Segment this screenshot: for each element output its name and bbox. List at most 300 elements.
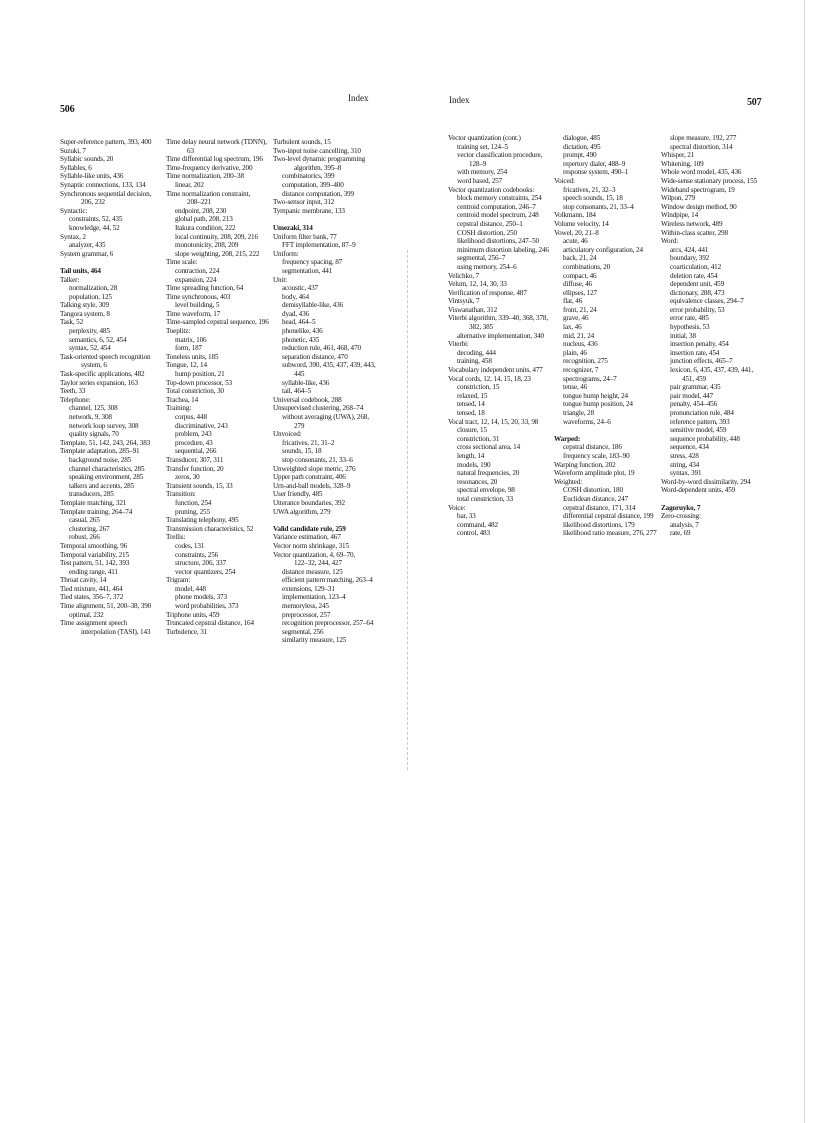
index-subentry: pair grammar, 435	[670, 383, 721, 392]
index-subentry: algorithm, 395–8	[294, 163, 342, 172]
index-subentry: channel, 125, 308	[69, 404, 118, 413]
index-subentry: speech sounds, 15, 18	[563, 194, 623, 203]
index-subentry: decoding, 444	[457, 348, 496, 357]
index-heading: Vocabulary independent units, 477	[448, 366, 543, 375]
index-heading: UWA algorithm, 279	[273, 507, 331, 516]
index-heading: Transition:	[166, 490, 196, 499]
index-subentry: COSH distortion, 180	[563, 486, 623, 495]
index-subentry: stop consonants, 21, 33–6	[282, 455, 353, 464]
index-subentry: sensitive model, 459	[670, 426, 727, 435]
index-heading: Transfer function, 20	[166, 464, 224, 473]
index-subentry: models, 190	[457, 460, 491, 469]
index-heading: Wilpon, 279	[661, 194, 695, 203]
index-subentry: sounds, 15, 18	[282, 447, 322, 456]
index-heading: Trachea, 14	[166, 395, 199, 404]
index-subentry: recognition preprocessor, 257–64	[282, 619, 374, 628]
index-heading: Two-input noise cancelling, 310	[273, 146, 361, 155]
index-subentry: insertion penalty, 454	[670, 340, 729, 349]
index-subentry: matrix, 106	[175, 335, 207, 344]
index-heading: Tied mixture, 441, 464	[60, 584, 123, 593]
index-subentry: 208–221	[187, 198, 212, 207]
index-subentry: acute, 46	[563, 237, 588, 246]
index-subentry: repertory dialer, 488–9	[563, 159, 626, 168]
index-subentry: fricatives, 21, 31–2	[282, 438, 335, 447]
index-subentry: semantics, 6, 52, 454	[69, 335, 127, 344]
index-heading: Time synchronous, 403	[166, 292, 231, 301]
index-heading: Translating telephony, 495	[166, 516, 239, 525]
index-subentry: sequential, 266	[175, 447, 217, 456]
index-heading: Voice:	[448, 503, 466, 512]
index-heading: Vector quantization codebooks:	[448, 185, 535, 194]
index-subentry: nucleus, 436	[563, 340, 598, 349]
index-subentry: grave, 46	[563, 314, 589, 323]
index-subentry: tongue hump height, 24	[563, 391, 628, 400]
index-subentry: spectrograms, 24–7	[563, 374, 617, 383]
index-subentry: Euclidean distance, 247	[563, 494, 629, 503]
index-subentry: compact, 46	[563, 271, 597, 280]
index-subentry: likelihood ratio measure, 276, 277	[563, 529, 657, 538]
index-subentry: phone models, 373	[175, 593, 227, 602]
index-subentry: function, 254	[175, 498, 212, 507]
index-heading: Time differential log spectrum, 196	[166, 155, 263, 164]
index-subentry: word probabilities, 373	[175, 602, 239, 611]
index-subentry: body, 464	[282, 292, 309, 301]
index-heading: Whisper, 21	[661, 151, 695, 160]
index-subentry: network, 9, 308	[69, 413, 112, 421]
index-subentry: without averaging (UWA), 268,	[282, 413, 369, 421]
index-heading: Tail units, 464	[60, 266, 101, 275]
index-heading: Wideband spectrogram, 19	[661, 185, 735, 194]
index-subentry: 63	[187, 146, 194, 155]
index-subentry: with memory, 254	[457, 168, 508, 177]
index-heading: Word:	[661, 237, 679, 246]
index-heading: Unvoiced:	[273, 430, 302, 439]
index-heading: Task-specific applications, 482	[60, 370, 145, 379]
index-subentry: syntax, 52, 454	[69, 344, 111, 353]
index-subentry: dialogue, 485	[563, 134, 601, 142]
index-subentry: optimal, 232	[69, 610, 104, 619]
index-subentry: diffuse, 46	[563, 280, 592, 289]
index-subentry: likelihood distortions, 247–50	[457, 237, 539, 246]
index-heading: Training:	[166, 404, 192, 413]
index-heading: Time normalization, 200–38	[166, 172, 244, 181]
index-subentry: channel characteristics, 285	[69, 464, 145, 473]
index-heading: Time assignment speech	[60, 619, 128, 628]
index-subentry: using memory, 254–6	[457, 262, 517, 271]
index-subentry: robust, 266	[69, 533, 100, 542]
index-subentry: centroid computation, 246–7	[457, 202, 536, 211]
index-subentry: bar, 33	[457, 512, 476, 521]
index-heading: Template adaptation, 285–91	[60, 447, 140, 456]
index-heading: Two-sensor input, 312	[273, 198, 335, 207]
index-subentry: tongue hump position, 24	[563, 400, 633, 409]
index-heading: Transmission characteristics, 52	[166, 524, 254, 533]
scan-edge-line	[804, 0, 805, 1123]
index-heading: Toeplitz:	[166, 327, 191, 336]
index-heading: Synchronous sequential decision,	[60, 189, 152, 198]
index-subentry: error probability, 53	[670, 305, 725, 314]
index-subentry: minimum distortion labeling, 246	[457, 245, 549, 254]
index-subentry: level building, 5	[175, 301, 220, 310]
index-heading: Time normalization constraint,	[166, 189, 251, 198]
index-subentry: dictionary, 288, 473	[670, 288, 725, 297]
index-subentry: preprocessor, 257	[282, 610, 331, 619]
page-number-506: 506	[60, 104, 75, 115]
index-subentry: implementation, 123–4	[282, 593, 346, 602]
index-subentry: relaxed, 15	[457, 391, 488, 400]
index-heading: Unit:	[273, 275, 288, 284]
index-subentry: constraints, 52, 435	[69, 215, 123, 224]
index-heading: Whitening, 109	[661, 159, 704, 168]
index-subentry: slope weighting, 208, 215, 222	[175, 249, 260, 258]
index-subentry: control, 483	[457, 529, 490, 538]
index-subentry: pruning, 255	[175, 507, 210, 516]
index-subentry: structure, 206, 337	[175, 559, 227, 568]
index-heading: Turbulent sounds, 15	[273, 138, 331, 146]
index-subentry: back, 21, 24	[563, 254, 597, 263]
index-subentry: lax, 46	[563, 323, 582, 332]
index-heading: Test pattern, 51, 142, 393	[60, 559, 130, 568]
index-subentry: linear, 202	[175, 180, 204, 189]
index-subentry: cepstral distance, 171, 314	[563, 503, 636, 512]
index-heading: Viterbi:	[448, 340, 469, 349]
index-subentry: spectral envelope, 98	[457, 486, 515, 495]
index-subentry: computation, 399–400	[282, 180, 344, 189]
index-subentry: cepstral distance, 250–1	[457, 219, 523, 228]
index-subentry: subword, 390, 435, 437, 439, 443,	[282, 361, 376, 370]
index-heading: Time delay neural network (TDNN),	[166, 138, 267, 146]
index-subentry: resonances, 20	[457, 477, 498, 486]
index-heading: Syntactic:	[60, 206, 88, 215]
index-subentry: vector classification procedure,	[457, 151, 543, 160]
index-subentry: stress, 428	[670, 451, 699, 460]
index-heading: Uniform:	[273, 249, 299, 258]
index-subentry: frequency scale, 183–90	[563, 451, 630, 460]
index-subentry: articulatory configuration, 24	[563, 245, 643, 254]
index-subentry: ending range, 411	[69, 567, 118, 576]
index-subentry: sequence probability, 448	[670, 434, 740, 443]
index-subentry: stop consonants, 21, 33–4	[563, 202, 634, 211]
index-subentry: contraction, 224	[175, 266, 220, 275]
index-heading: Talker:	[60, 275, 80, 284]
index-subentry: ellipses, 127	[563, 288, 597, 297]
index-subentry: centroid model spectrum, 248	[457, 211, 539, 220]
index-heading: Zero-crossing:	[661, 512, 701, 521]
index-subentry: analysis, 7	[670, 520, 699, 529]
index-heading: Weighted:	[554, 477, 583, 486]
index-subentry: fricatives, 21, 32–3	[563, 185, 616, 194]
index-heading: Volkmann, 184	[554, 211, 596, 220]
index-heading: Viterbi algorithm, 339–40, 368, 378,	[448, 314, 548, 323]
index-subentry: distance measure, 125	[282, 567, 343, 576]
index-subentry: similarity measure, 125	[282, 636, 347, 645]
index-heading: Two-level dynamic programming	[273, 155, 366, 164]
index-subentry: sequence, 434	[670, 443, 709, 452]
index-subentry: transducers, 285	[69, 490, 114, 499]
index-heading: Task-oriented speech recognition	[60, 352, 151, 361]
index-heading: Template, 51, 142, 243, 264, 383	[60, 438, 151, 447]
index-subentry: natural frequencies, 20	[457, 469, 520, 478]
index-heading: Universal codebook, 288	[273, 395, 342, 404]
index-subentry: acoustic, 437	[282, 284, 318, 293]
index-subentry: knowledge, 44, 52	[69, 223, 120, 232]
index-heading: Temporal smoothing, 96	[60, 541, 128, 550]
index-subentry: coarticulation, 412	[670, 262, 722, 271]
index-heading: Warped:	[554, 434, 581, 443]
index-heading: Taylor series expansion, 163	[60, 378, 138, 387]
index-subentry: discriminative, 243	[175, 421, 228, 430]
index-heading: Vector norm shrinkage, 315	[273, 541, 349, 550]
index-subentry: syntax, 391	[670, 469, 702, 478]
index-subentry: combinatorics, 399	[282, 172, 335, 181]
index-subentry: junction effects, 465–7	[670, 357, 733, 366]
index-subentry: expansion, 224	[175, 275, 217, 284]
index-subentry: 122–32, 244, 427	[294, 559, 342, 568]
index-subentry: normalization, 28	[69, 284, 118, 293]
index-subentry: lexicon, 6, 435, 437, 439, 441,	[670, 366, 753, 375]
index-subentry: alternative implementation, 340	[457, 331, 544, 340]
index-subentry: boundary, 392	[670, 254, 710, 263]
index-heading: Warping function, 202	[554, 460, 616, 469]
index-subentry: distance computation, 399	[282, 189, 354, 198]
index-heading: Waveform amplitude plot, 19	[554, 469, 635, 478]
index-heading: Unweighted slope metric, 276	[273, 464, 356, 473]
index-subentry: flat, 46	[563, 297, 583, 306]
index-heading: Vector quantization, 4, 69–70,	[273, 550, 356, 559]
index-subentry: arcs, 424, 441	[670, 245, 709, 254]
index-heading: Truncated cepstral distance, 164	[166, 619, 254, 628]
index-subentry: pair model, 447	[670, 391, 714, 400]
index-subentry: background noise, 285	[69, 455, 132, 464]
index-subentry: monotonicity, 208, 209	[175, 241, 239, 250]
index-subentry: hump position, 21	[175, 370, 225, 379]
index-heading: System grammar, 6	[60, 249, 114, 258]
index-subentry: 382, 385	[469, 323, 493, 332]
index-subentry: segmental, 256–7	[457, 254, 506, 263]
index-subentry: 451, 459	[682, 374, 706, 383]
index-subentry: response system, 490–1	[563, 168, 629, 177]
index-subentry: recognition, 275	[563, 357, 608, 366]
index-heading: Voiced:	[554, 176, 575, 185]
index-subentry: plain, 46	[563, 348, 587, 357]
index-subentry: global path, 208, 213	[175, 215, 233, 224]
index-subentry: tensed, 14	[457, 400, 485, 409]
index-subentry: Itakura condition, 222	[175, 223, 236, 232]
index-subentry: 206, 232	[81, 198, 105, 207]
index-heading: Unsupervised clustering, 268–74	[273, 404, 364, 413]
index-heading: Tympanic membrane, 133	[273, 206, 345, 215]
index-heading: Temporal variability, 215	[60, 550, 129, 559]
index-heading: Wide-sense stationary process, 155	[661, 176, 758, 185]
index-heading: Tied states, 356–7, 372	[60, 593, 124, 602]
index-subentry: model, 448	[175, 584, 206, 593]
index-heading: Total constriction, 30	[166, 387, 224, 396]
index-heading: Vintsyuk, 7	[448, 297, 480, 306]
index-subentry: reference pattern, 393	[670, 417, 730, 426]
index-heading: Valid candidate rule, 259	[273, 524, 346, 533]
index-heading: Time waveform, 17	[166, 309, 221, 318]
index-subentry: penalty, 454–456	[670, 400, 718, 409]
index-heading: Time alignment, 51, 200–38, 390	[60, 602, 152, 611]
index-subentry: phonetic, 435	[282, 335, 320, 344]
index-subentry: memoryless, 245	[282, 602, 329, 611]
index-heading: Volume velocity, 14	[554, 219, 609, 228]
index-subentry: clustering, 267	[69, 524, 110, 533]
index-heading: Velum, 12, 14, 30, 33	[448, 280, 507, 289]
index-subentry: reduction rule, 461, 468, 470	[282, 344, 361, 353]
index-subentry: insertion rate, 454	[670, 348, 720, 357]
index-subentry: triangle, 28	[563, 409, 594, 417]
index-heading: Task, 52	[60, 318, 84, 327]
index-subentry: deletion rate, 454	[670, 271, 718, 280]
index-heading: Windpipe, 14	[661, 211, 699, 220]
index-heading: Tangora system, 8	[60, 309, 110, 318]
index-subentry: error rate, 485	[670, 314, 709, 323]
index-subentry: recognizer, 7	[563, 366, 599, 375]
index-subentry: extensions, 129–31	[282, 584, 335, 593]
index-subentry: separation distance, 470	[282, 352, 348, 361]
index-subentry: demisyllable-like, 436	[282, 301, 343, 310]
right-page	[408, 0, 816, 1123]
index-subentry: COSH distortion, 250	[457, 228, 517, 237]
index-heading: Within-class scatter, 298	[661, 228, 728, 237]
index-subentry: vector quantizers, 254	[175, 567, 236, 576]
index-heading: Turbulence, 31	[166, 627, 208, 636]
index-heading: Syllable-like units, 436	[60, 172, 124, 181]
index-subentry: 445	[294, 370, 305, 379]
index-heading: Synaptic connections, 133, 134	[60, 180, 146, 189]
index-heading: Syllables, 6	[60, 163, 92, 172]
index-column-3	[273, 138, 398, 645]
index-subentry: system, 6	[81, 361, 107, 370]
index-heading: Vowel, 20, 21–8	[554, 228, 599, 237]
index-heading: Upper path constraint, 406	[273, 473, 346, 482]
index-heading: Transient sounds, 15, 33	[166, 481, 233, 490]
index-subentry: FFT implementation, 87–9	[282, 241, 356, 250]
index-subentry: form, 187	[175, 344, 202, 353]
index-subentry: frequency spacing, 87	[282, 258, 343, 267]
index-heading: Teeth, 33	[60, 387, 86, 396]
index-heading: Talking style, 309	[60, 301, 109, 310]
index-subentry: rate, 69	[670, 529, 691, 538]
index-subentry: pronunciation rule, 484	[670, 409, 734, 417]
index-heading: Time-frequency derivative, 200	[166, 163, 253, 172]
index-subentry: codes, 131	[175, 541, 205, 550]
index-subentry: tensed, 18	[457, 409, 485, 417]
index-subentry: total constriction, 33	[457, 494, 513, 503]
index-heading: Telephone:	[60, 395, 91, 404]
index-heading: Whole word model, 435, 436	[661, 168, 742, 177]
page-number-507: 507	[747, 97, 762, 108]
index-subentry: interpolation (TASI), 143	[81, 627, 151, 636]
index-heading: User friendly, 485	[273, 490, 323, 499]
index-subentry: endpoint, 208, 230	[175, 206, 227, 215]
index-heading: Urn-and-ball models, 328–9	[273, 481, 351, 490]
index-subentry: differential cepstral distance, 199	[563, 512, 654, 521]
index-subentry: string, 434	[670, 460, 700, 469]
index-heading: Umezaki, 314	[273, 223, 313, 232]
index-subentry: command, 482	[457, 520, 498, 529]
index-heading: Syntax, 2	[60, 232, 86, 241]
index-subentry: syllable-like, 436	[282, 378, 330, 387]
index-subentry: corpus, 448	[175, 413, 207, 421]
index-subentry: constriction, 15	[457, 383, 500, 392]
index-subentry: network loop survey, 308	[69, 421, 139, 430]
index-heading: Template matching, 321	[60, 498, 127, 507]
index-heading: Utterance boundaries, 392	[273, 498, 345, 507]
index-subentry: constraints, 256	[175, 550, 219, 559]
index-heading: Suzuki, 7	[60, 146, 86, 155]
index-heading: Super-reference pattern, 393, 400	[60, 138, 152, 146]
index-subentry: training set, 124–5	[457, 142, 508, 151]
index-heading: Wireless network, 489	[661, 219, 723, 228]
running-head-right: Index	[449, 95, 470, 105]
index-subentry: dependent unit, 459	[670, 280, 725, 289]
index-subentry: segmentation, 441	[282, 266, 333, 275]
index-heading: Toneless units, 185	[166, 352, 219, 361]
index-subentry: initial, 38	[670, 331, 696, 340]
index-heading: Template training, 264–74	[60, 507, 133, 516]
index-subentry: dyad, 436	[282, 309, 309, 318]
index-heading: Word-by-word dissimilarity, 294	[661, 477, 751, 486]
index-subentry: dictation, 495	[563, 142, 601, 151]
index-heading: Trellis:	[166, 533, 186, 542]
index-subentry: efficient pattern matching, 263–4	[282, 576, 373, 585]
index-heading: Syllabic sounds, 20	[60, 155, 114, 164]
index-heading: Velichko, 7	[448, 271, 480, 280]
index-subentry: 279	[294, 421, 305, 430]
index-subentry: local continuity, 208, 209, 216	[175, 232, 258, 241]
index-subentry: mid, 21, 24	[563, 331, 595, 340]
index-subentry: zeros, 30	[175, 473, 200, 482]
index-heading: Vector quantization (cont.)	[448, 134, 521, 142]
index-heading: Time scale:	[166, 258, 198, 267]
index-subentry: tail, 464–5	[282, 387, 312, 396]
index-subentry: front, 21, 24	[563, 305, 597, 314]
index-subentry: cross sectional area, 14	[457, 443, 521, 452]
index-subentry: closure, 15	[457, 426, 487, 435]
index-subentry: problem, 243	[175, 430, 212, 439]
index-heading: Uniform filter bank, 77	[273, 232, 337, 241]
index-heading: Trigram:	[166, 576, 191, 585]
index-heading: Triphone units, 459	[166, 610, 220, 619]
index-subentry: slope measure, 192, 277	[670, 134, 737, 142]
index-subentry: procedure, 43	[175, 438, 213, 447]
index-heading: Vocal cords, 12, 14, 15, 18, 23	[448, 374, 531, 383]
index-heading: Throat cavity, 14	[60, 576, 107, 585]
index-heading: Vocal tract, 12, 14, 15, 20, 33, 98	[448, 417, 539, 426]
index-subentry: waveforms, 24–6	[563, 417, 611, 426]
index-subentry: talkers and accents, 285	[69, 481, 135, 490]
index-subentry: likelihood distortions, 179	[563, 520, 635, 529]
index-column-6	[661, 134, 786, 538]
index-subentry: block memory constraints, 254	[457, 194, 542, 203]
index-subentry: spectral distortion, 314	[670, 142, 733, 151]
index-subentry: combinations, 20	[563, 262, 611, 271]
index-subentry: segmental, 256	[282, 627, 324, 636]
index-subentry: perplexity, 485	[69, 327, 110, 336]
index-subentry: prompt, 490	[563, 151, 597, 160]
index-subentry: length, 14	[457, 451, 485, 460]
index-subentry: word based, 257	[457, 176, 503, 185]
index-heading: Tongue, 12, 14	[166, 361, 207, 370]
index-subentry: casual, 265	[69, 516, 100, 525]
index-subentry: head, 464–5	[282, 318, 316, 327]
index-heading: Window design method, 90	[661, 202, 737, 211]
index-heading: Transducer, 307, 311	[166, 455, 224, 464]
index-heading: Time spreading function, 64	[166, 284, 244, 293]
index-heading: Viswanathan, 312	[448, 305, 498, 314]
